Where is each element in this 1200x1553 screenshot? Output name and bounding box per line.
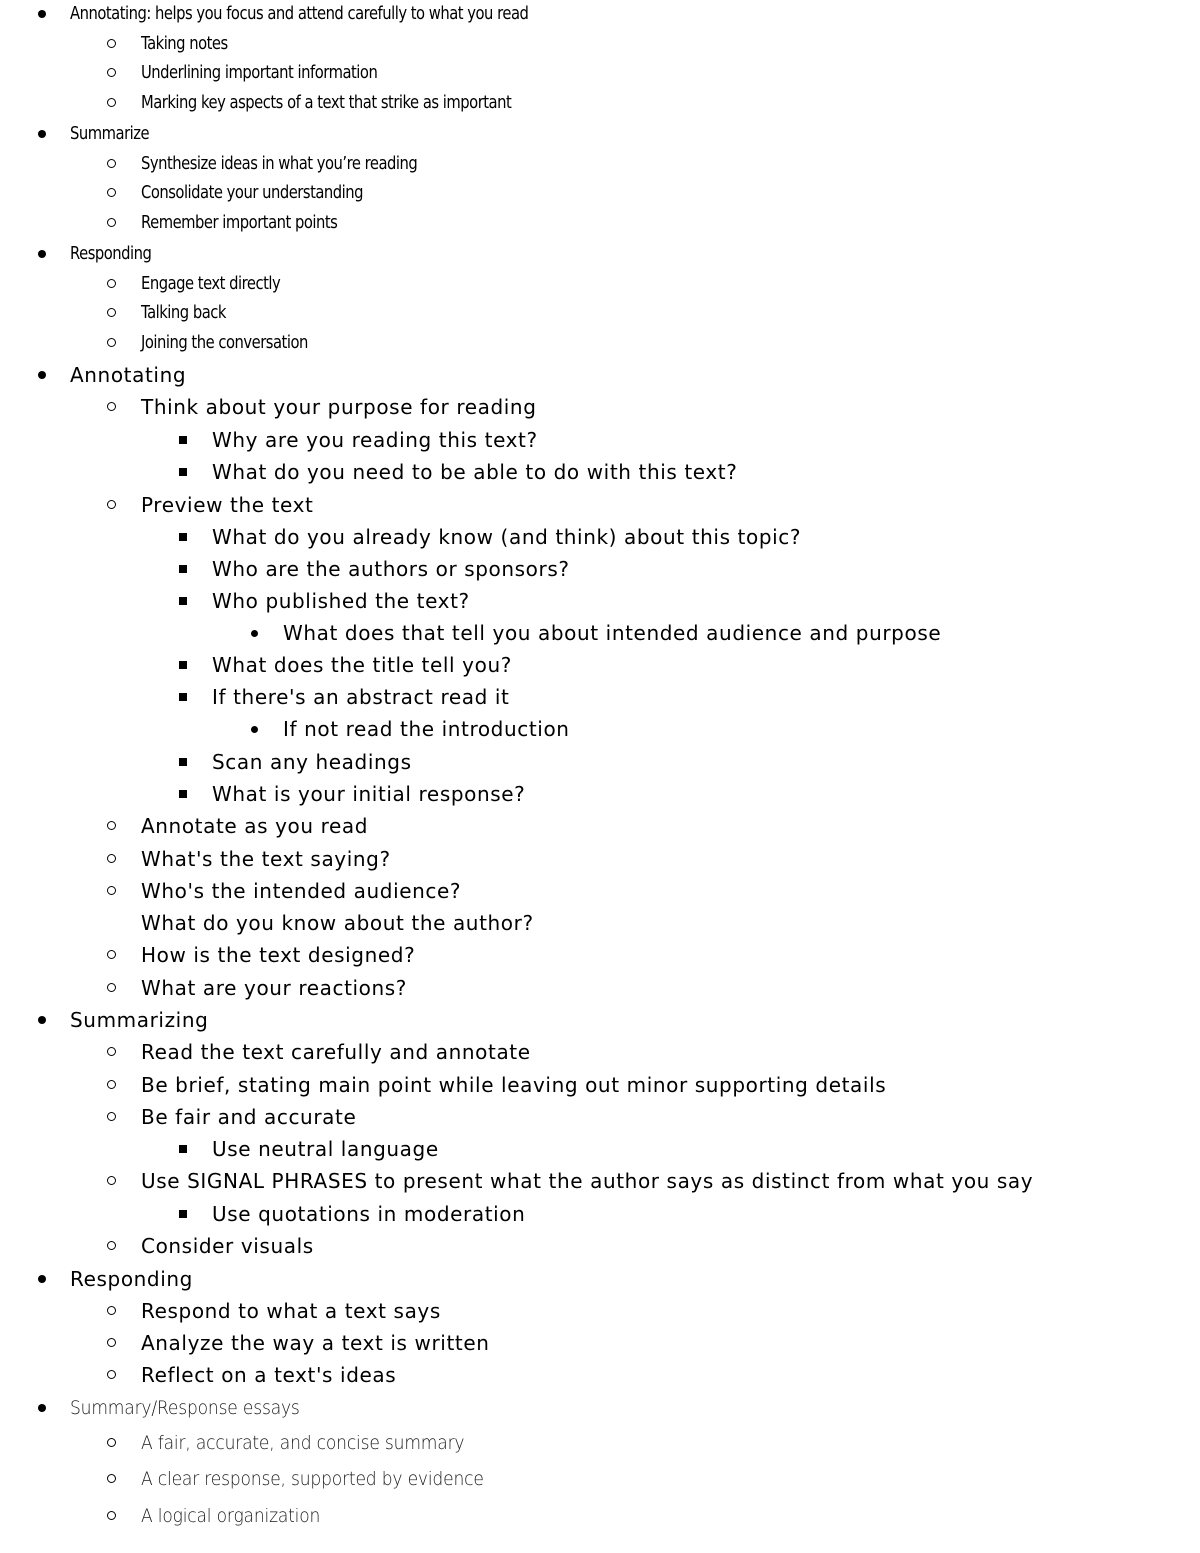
outline-item-text: Respond to what a text says (141, 1299, 441, 1323)
bullet-circle-icon (107, 886, 116, 895)
outline-item-text: Consider visuals (141, 1234, 314, 1258)
outline-item-text: What does that tell you about intended audience and purpose (283, 621, 942, 645)
bullet-square-icon (179, 436, 187, 444)
bullet-square-icon (179, 661, 187, 669)
outline-item-text: Be brief, stating main point while leaving out minor supporting details (141, 1073, 887, 1097)
bullet-circle-icon (107, 1241, 116, 1250)
bullet-circle-icon (107, 1306, 116, 1315)
bullet-circle-icon (107, 1370, 116, 1379)
bullet-circle-icon (107, 402, 116, 411)
outline-item-text: Joining the conversation (141, 332, 308, 353)
outline-item-text: If there's an abstract read it (212, 685, 510, 709)
outline-item-text: What are your reactions? (141, 976, 408, 1000)
outline-item-text: What do you know about the author? (141, 911, 534, 935)
outline-item-text: Remember important points (141, 212, 338, 233)
outline-item-text: Who published the text? (212, 589, 470, 613)
bullet-square-icon (179, 1210, 187, 1218)
outline-item-text: What's the text saying? (141, 847, 391, 871)
outline-item-text: Taking notes (141, 33, 228, 54)
outline-item-text: Reflect on a text's ideas (141, 1363, 397, 1387)
bullet-square-icon (179, 693, 187, 701)
bullet-circle-icon (107, 950, 116, 959)
bullet-square-icon (179, 533, 187, 541)
bullet-disc-icon (38, 250, 46, 258)
bullet-circle-icon (107, 1080, 116, 1089)
outline-item-text: Responding (70, 1267, 193, 1291)
bullet-square-icon (179, 565, 187, 573)
outline-item-text: Use SIGNAL PHRASES to present what the author says as distinct from what you say (141, 1169, 1034, 1193)
bullet-circle-icon (107, 68, 116, 77)
bullet-disc-icon (38, 1404, 46, 1412)
outline-item-text: What does the title tell you? (212, 653, 512, 677)
outline-item-text: Preview the text (141, 493, 314, 517)
bullet-circle-icon (107, 854, 116, 863)
outline-item-text: Underlining important information (141, 62, 378, 83)
outline-item-text: Consolidate your understanding (141, 182, 364, 203)
outline-item-text: Annotating: helps you focus and attend carefully to what you read (70, 3, 529, 24)
bullet-circle-icon (107, 1112, 116, 1121)
outline-item-text: What is your initial response? (212, 782, 526, 806)
bullet-disc-icon (38, 10, 46, 18)
bullet-circle-icon (107, 1047, 116, 1056)
outline-item-text: Talking back (141, 302, 226, 323)
outline-item-text: Scan any headings (212, 750, 412, 774)
bullet-circle-icon (107, 218, 116, 227)
bullet-square-icon (179, 597, 187, 605)
outline-item-text: A clear response, supported by evidence (141, 1468, 484, 1490)
outline-item-text: Read the text carefully and annotate (141, 1040, 531, 1064)
bullet-disc-icon (38, 1016, 46, 1024)
outline-item-text: Who are the authors or sponsors? (212, 557, 570, 581)
bullet-circle-icon (107, 159, 116, 168)
bullet-disc-icon (251, 630, 258, 637)
outline-item-text: Use quotations in moderation (212, 1202, 526, 1226)
outline-item-text: How is the text designed? (141, 943, 416, 967)
bullet-circle-icon (107, 1176, 116, 1185)
outline-item-text: What do you need to be able to do with this text? (212, 460, 738, 484)
bullet-circle-icon (107, 279, 116, 288)
bullet-circle-icon (107, 338, 116, 347)
bullet-circle-icon (107, 500, 116, 509)
bullet-circle-icon (107, 308, 116, 317)
outline-item-text: Who's the intended audience? (141, 879, 462, 903)
bullet-disc-icon (251, 726, 258, 733)
outline-item-text: Summarize (70, 123, 150, 144)
bullet-disc-icon (38, 130, 46, 138)
outline-item-text: Summarizing (70, 1008, 209, 1032)
outline-item-text: Annotating (70, 363, 187, 387)
outline-item-text: Use neutral language (212, 1137, 439, 1161)
outline-item-text: Why are you reading this text? (212, 428, 538, 452)
outline-item-text: Analyze the way a text is written (141, 1331, 490, 1355)
bullet-square-icon (179, 468, 187, 476)
bullet-square-icon (179, 758, 187, 766)
bullet-circle-icon (107, 1438, 116, 1447)
outline-item-text: Summary/Response essays (70, 1397, 300, 1419)
outline-item-text: Responding (70, 243, 152, 264)
bullet-square-icon (179, 790, 187, 798)
outline-item-text: A fair, accurate, and concise summary (141, 1432, 465, 1454)
bullet-square-icon (179, 1145, 187, 1153)
outline-item-text: If not read the introduction (283, 717, 570, 741)
bullet-circle-icon (107, 1511, 116, 1520)
bullet-circle-icon (107, 1338, 116, 1347)
outline-item-text: Think about your purpose for reading (141, 395, 537, 419)
outline-item-text: Annotate as you read (141, 814, 369, 838)
bullet-circle-icon (107, 39, 116, 48)
bullet-circle-icon (107, 821, 116, 830)
bullet-circle-icon (107, 188, 116, 197)
outline-item-text: Engage text directly (141, 273, 281, 294)
outline-item-text: Marking key aspects of a text that strike as important (141, 92, 512, 113)
outline-item-text: What do you already know (and think) about this topic? (212, 525, 802, 549)
bullet-circle-icon (107, 983, 116, 992)
bullet-circle-icon (107, 1474, 116, 1483)
bullet-circle-icon (107, 98, 116, 107)
bullet-disc-icon (38, 1275, 46, 1283)
outline-item-text: Synthesize ideas in what you’re reading (141, 153, 418, 174)
outline-item-text: Be fair and accurate (141, 1105, 357, 1129)
outline-item-text: A logical organization (141, 1505, 321, 1527)
bullet-disc-icon (38, 371, 46, 379)
